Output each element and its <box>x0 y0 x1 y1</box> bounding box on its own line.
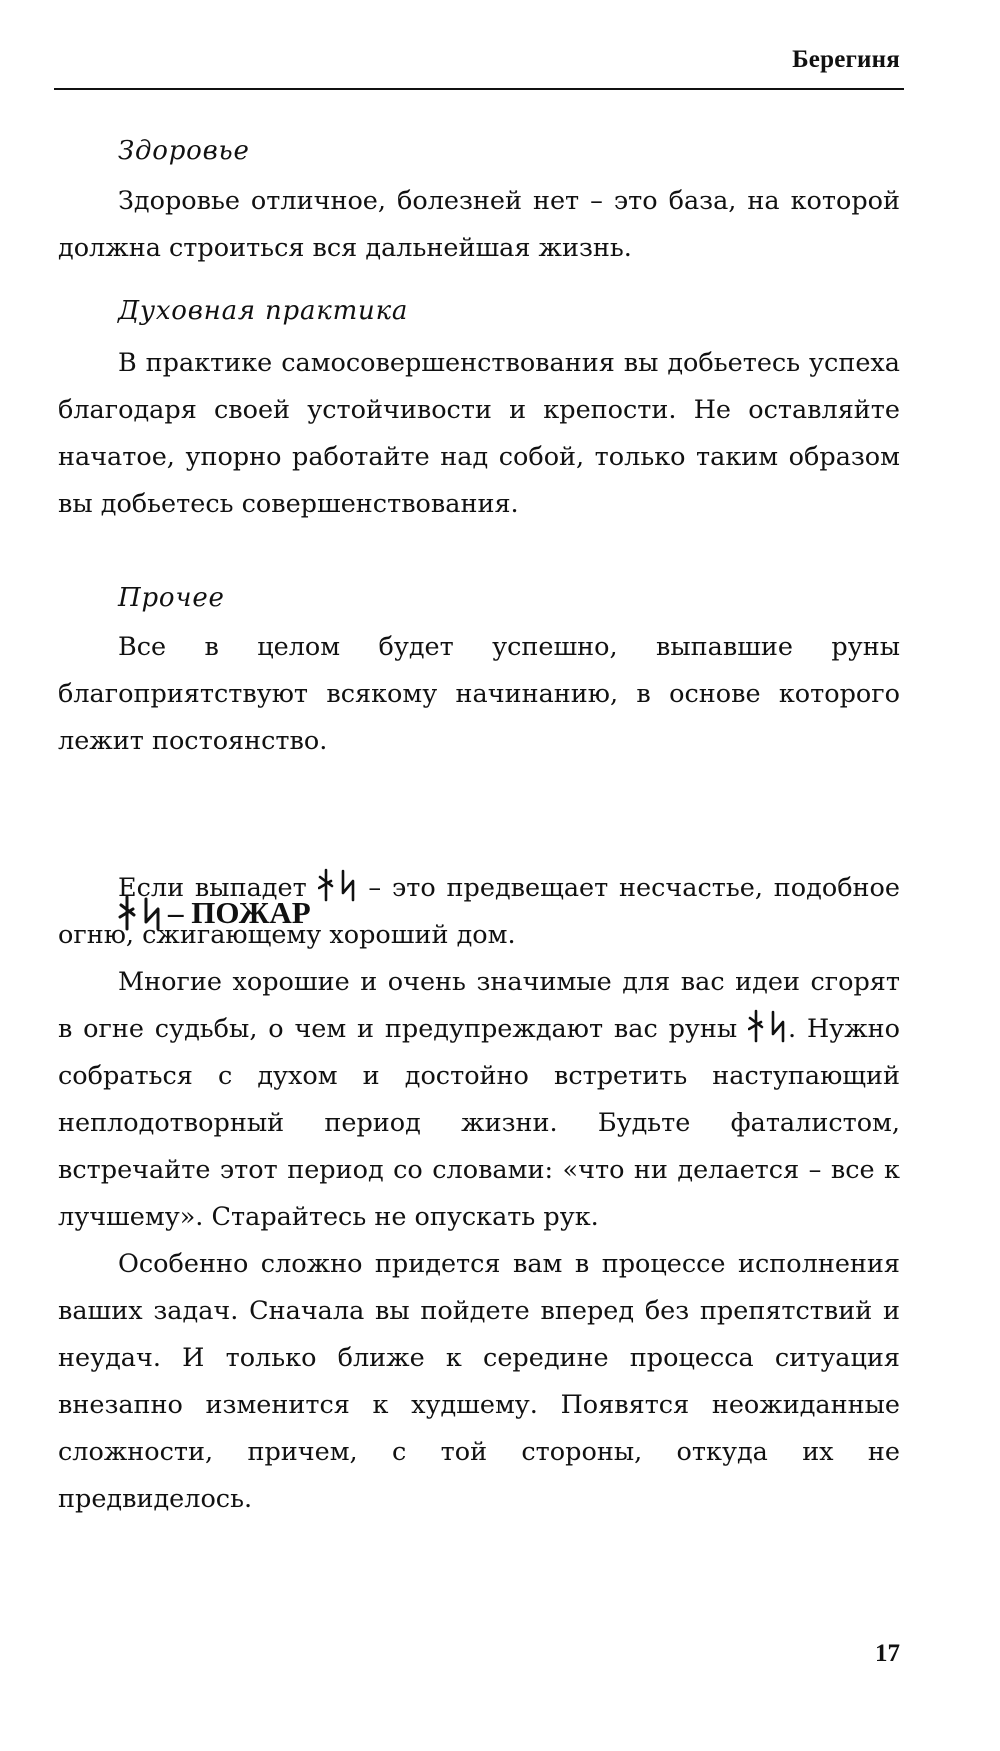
subhead-health: Здоровье <box>118 136 250 166</box>
fire-p2-after: . Нужно собраться с духом и достойно встретить наступающий неплодотворный период жизни. Будьте фаталистом, встречайте этот период со словами: «что ни делается – все к лучшему». Старайтесь не опускать рук. <box>58 1014 900 1232</box>
spiritual-paragraph: В практике самосовершенствования вы добьетесь успеха благодаря своей устойчивости и крепости. Не оставляйте начатое, упорно работайте над собой, только таким образом вы добьетесь совершенствования. <box>58 348 900 519</box>
fire-p1-before: Если выпадет <box>118 873 318 903</box>
fire-paragraph-3: Особенно сложно придется вам в процессе исполнения ваших задач. Сначала вы пойдете вперед без препятствий и неудач. И только ближе к середине процесса ситуация внезапно изменится к худшему. Появятся неожиданные сложности, причем, с той стороны, откуда их не предвиделось. <box>58 1249 900 1514</box>
other-block <box>58 624 900 765</box>
section-title-text: – ПОЖАР <box>168 895 311 930</box>
fire-rune-icon <box>748 1009 788 1043</box>
fire-text-block <box>58 865 900 1523</box>
health-paragraph: Здоровье отличное, болезней нет – это база, на которой должна строиться вся дальнейшая жизнь. <box>58 186 900 263</box>
page-number: 17 <box>875 1640 900 1667</box>
fire-rune-icon <box>318 868 358 902</box>
fire-p1-after: – это предвещает несчастье, подобное огню, сжигающему хороший дом. <box>58 873 900 950</box>
other-paragraph: Все в целом будет успешно, выпавшие руны благоприятствуют всякому начинанию, в основе которого лежит постоянство. <box>58 632 900 756</box>
fire-paragraph-2 <box>58 959 900 1241</box>
fire-paragraph-1 <box>58 865 900 959</box>
subhead-spiritual: Духовная практика <box>118 296 409 326</box>
spiritual-block <box>58 340 900 528</box>
subhead-other: Прочее <box>118 583 225 613</box>
header-rule <box>54 88 904 90</box>
health-block <box>58 178 900 272</box>
running-head: Берегиня <box>792 46 900 73</box>
fire-p2-before: Многие хорошие и очень значимые для вас идеи сгорят в огне судьбы, о чем и предупреждают вас руны <box>58 967 900 1044</box>
